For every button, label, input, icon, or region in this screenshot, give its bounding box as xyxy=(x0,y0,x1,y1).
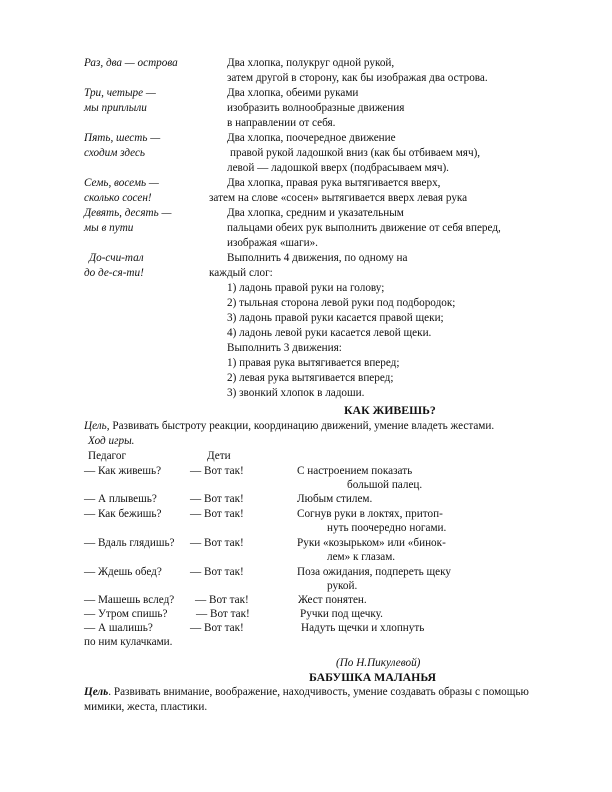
children-line: — Вот так! xyxy=(190,566,244,578)
source-attribution: (По Н.Пикулевой) xyxy=(336,657,421,669)
teacher-line: — Вдаль глядишь? xyxy=(84,537,175,549)
action-line: Выполнить 4 движения, по одному на xyxy=(227,252,408,264)
action-line: каждый слог: xyxy=(209,267,273,279)
rhyme-line: Девять, десять — xyxy=(84,207,172,219)
action-line: Два хлопка, поочередное движение xyxy=(227,132,396,144)
action-line: Два хлопка, правая рука вытягивается вверх, xyxy=(227,177,441,189)
teacher-line: — Машешь вслед? xyxy=(84,594,175,606)
description-line: Поза ожидания, подпереть щеку xyxy=(297,566,451,578)
children-line: — Вот так! xyxy=(190,508,244,520)
rhyme-line: Три, четыре — xyxy=(84,87,156,99)
action-line: в направлении от себя. xyxy=(227,117,336,129)
description-line: С настроением показать xyxy=(297,465,413,477)
goal-label: Цель xyxy=(84,686,109,698)
rhyme-line: сколько сосен! xyxy=(84,192,152,204)
action-line: Выполнить 3 движения: xyxy=(227,342,342,354)
description-line: Согнув руки в локтях, притоп- xyxy=(297,508,443,520)
children-line: — Вот так! xyxy=(190,493,244,505)
rhyme-line: Пять, шесть — xyxy=(84,132,161,144)
teacher-line: — Ждешь обед? xyxy=(84,566,162,578)
action-line: изобразить волнообразные движения xyxy=(227,102,405,114)
action-line: затем на слове «сосен» вытягивается вверх левая рука xyxy=(209,192,468,204)
rhyme-line: До-счи-тал xyxy=(89,252,144,264)
action-line: левой — ладошкой вверх (подбрасываем мяч). xyxy=(227,162,449,174)
children-line: — Вот так! xyxy=(190,465,244,477)
description-line: Жест понятен. xyxy=(298,594,367,606)
action-line: пальцами обеих рук выполнить движение от себя вперед, xyxy=(227,222,501,234)
action-line: правой рукой ладошкой вниз (как бы отбиваем мяч), xyxy=(230,147,481,159)
children-line: — Вот так! xyxy=(195,594,249,606)
action-line: 2) тыльная сторона левой руки под подбородок; xyxy=(227,297,456,309)
action-line: затем другой в сторону, как бы изображая два острова. xyxy=(227,72,488,84)
goal-paragraph xyxy=(84,686,529,699)
description-line: Надуть щечки и хлопнуть xyxy=(301,622,425,634)
children-line: — Вот так! xyxy=(196,608,250,620)
section-heading: КАК ЖИВЕШЬ? xyxy=(344,403,436,417)
teacher-line: — А плывешь? xyxy=(84,493,157,505)
rhyme-line: Семь, восемь — xyxy=(84,177,159,189)
teacher-line: — Как живешь? xyxy=(84,465,162,477)
teacher-line: — А шалишь? xyxy=(84,622,153,634)
children-line: — Вот так! xyxy=(190,622,244,634)
action-line: Два хлопка, полукруг одной рукой, xyxy=(227,57,395,69)
column-header-teacher: Педагог xyxy=(88,450,127,462)
rhyme-line: мы приплыли xyxy=(84,102,147,114)
action-line: 3) ладонь правой руки касается правой щеки; xyxy=(227,312,444,324)
description-line: нуть поочередно ногами. xyxy=(327,522,447,534)
column-header-children: Дети xyxy=(207,450,231,462)
action-line: 3) звонкий хлопок в ладоши. xyxy=(227,387,365,399)
action-line: Два хлопка, средним и указательным xyxy=(227,207,404,219)
description-line: Любым стилем. xyxy=(297,493,373,505)
teacher-line: — Как бежишь? xyxy=(84,508,162,520)
description-line: Ручки под щечку. xyxy=(300,608,383,620)
section-heading: БАБУШКА МАЛАНЬЯ xyxy=(309,670,437,684)
rhyme-line: сходим здесь xyxy=(84,147,146,159)
goal-label: Цель, xyxy=(84,420,110,432)
goal-paragraph xyxy=(84,420,494,433)
goal-text: Развивать быстроту реакции, координацию движений, умение владеть жестами. xyxy=(109,420,495,432)
description-line: лем» к глазам. xyxy=(327,551,396,563)
action-line: 2) левая рука вытягивается вперед; xyxy=(227,372,394,384)
action-line: Два хлопка, обеими руками xyxy=(227,87,359,99)
rhyme-line: Раз, два — острова xyxy=(84,57,178,69)
action-line: 1) правая рука вытягивается вперед; xyxy=(227,357,400,369)
description-line: рукой. xyxy=(327,580,358,592)
description-line: Руки «козырьком» или «бинок- xyxy=(297,537,446,549)
children-line: — Вот так! xyxy=(190,537,244,549)
goal-text: . Развивать внимание, воображение, находчивость, умение создавать образы с помощью xyxy=(108,686,529,698)
action-line: изображая «шаги». xyxy=(227,237,318,249)
goal-paragraph-continued: мимики, жеста, пластики. xyxy=(84,701,208,713)
course-label: Ход игры. xyxy=(88,435,135,447)
action-line: 1) ладонь правой руки на голову; xyxy=(227,282,385,294)
action-line: 4) ладонь левой руки касается левой щеки. xyxy=(227,327,432,339)
rhyme-line: мы в пути xyxy=(84,222,134,234)
rhyme-line: до де-ся-ти! xyxy=(84,267,144,279)
description-tail: по ним кулачками. xyxy=(84,636,173,648)
description-line: большой палец. xyxy=(347,479,423,491)
teacher-line: — Утром спишь? xyxy=(84,608,168,620)
